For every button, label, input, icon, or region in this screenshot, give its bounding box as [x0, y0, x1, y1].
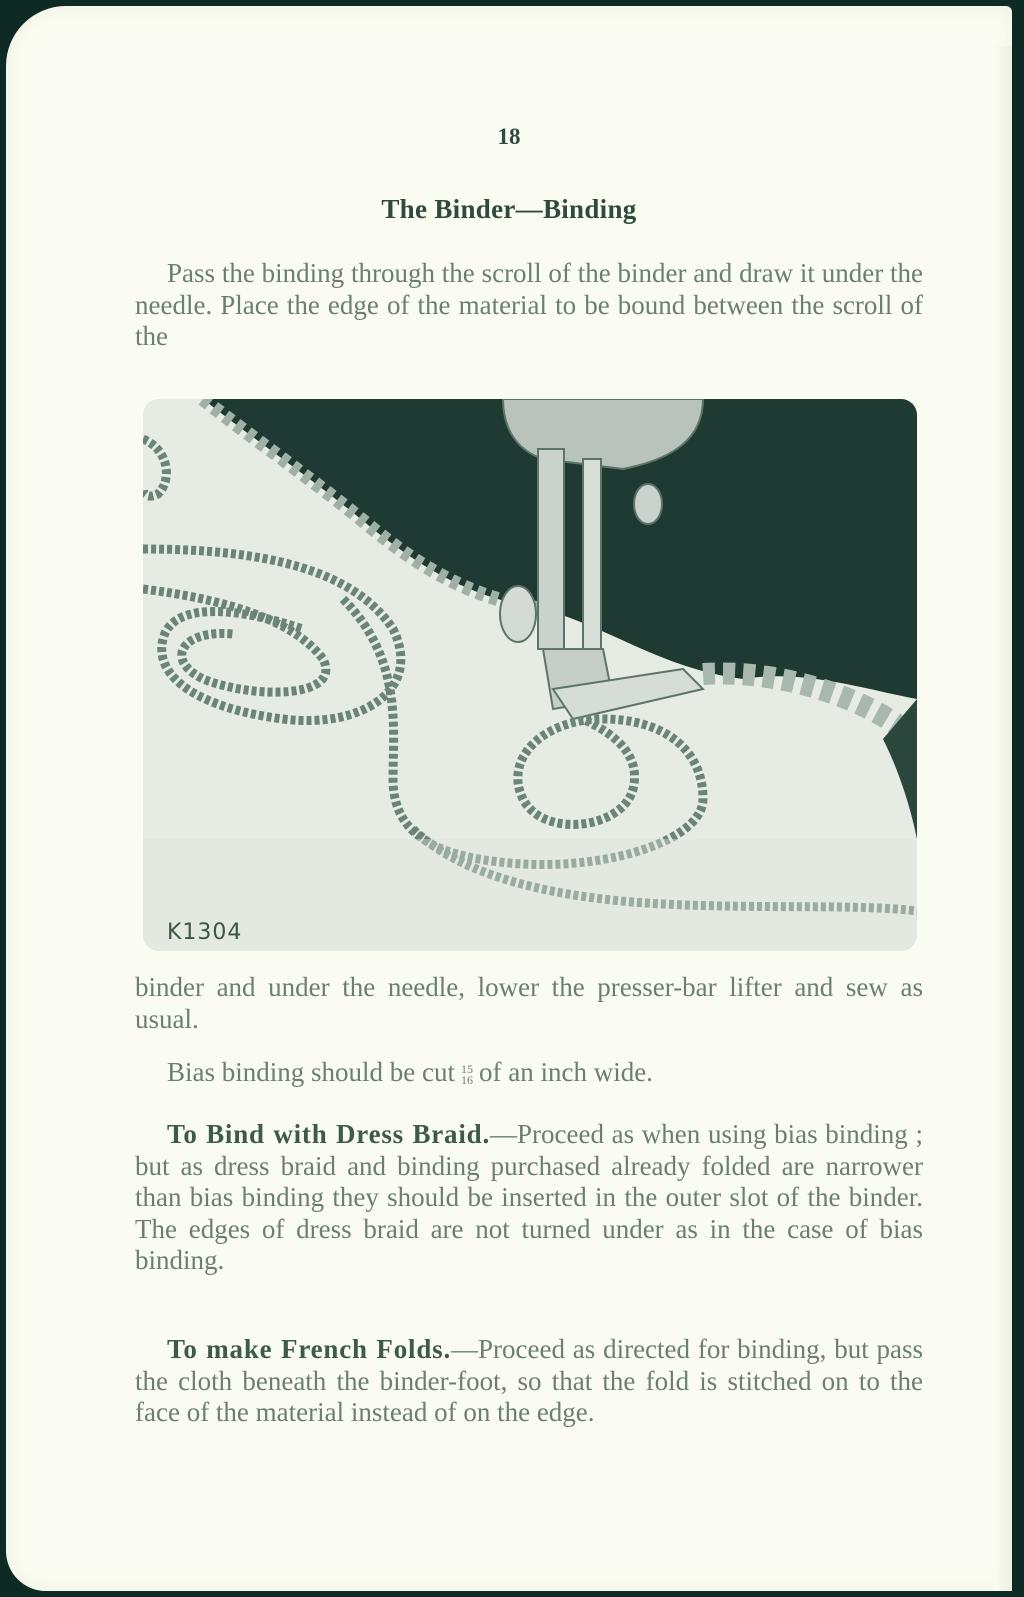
- paragraph-intro: [135, 258, 923, 353]
- book-page: [6, 6, 1012, 1591]
- page-edge: [994, 46, 1012, 1591]
- figure-caption: K1304: [167, 920, 243, 945]
- fraction-denominator: 16: [460, 1072, 473, 1087]
- paragraph-bias-width: [135, 1057, 923, 1089]
- paragraph-heading: To Bind with Dress Braid.: [167, 1119, 491, 1149]
- paragraph-text: binder and under the needle, lower the presser-bar lifter and sew as usual.: [135, 972, 923, 1034]
- paragraph-text: Bias binding should be cut: [167, 1057, 455, 1087]
- paragraph-dress-braid: [135, 1119, 923, 1277]
- paragraph-text: —Proceed as directed for binding, but pass the cloth beneath the binder-foot, so that the fold is stitched on to the face of the material instead of on the edge.: [135, 1334, 924, 1427]
- paragraph-continued: [135, 972, 923, 1035]
- illustration-figure: [143, 399, 917, 951]
- fraction: [460, 1061, 473, 1087]
- sewing-machine-illustration: [143, 399, 917, 951]
- paragraph-french-folds: [135, 1334, 923, 1429]
- fraction-numerator: 15: [460, 1061, 473, 1076]
- paragraph-heading: To make French Folds.: [167, 1334, 452, 1364]
- page-title: The Binder—Binding: [381, 194, 637, 224]
- paragraph-text: Pass the binding through the scroll of the binder and draw it under the needle. Place the edge of the material to be bound between the scroll of the: [135, 258, 923, 351]
- paragraph-text: of an inch wide.: [478, 1057, 653, 1087]
- page-number: 18: [497, 124, 521, 149]
- paragraph-text: —Proceed as when using bias binding ; but as dress braid and binding purchased already folded are narrower than bias binding they should be inserted in the outer slot of the binder. The edges of dress braid are not turned under as in the case of bias binding.: [135, 1119, 923, 1275]
